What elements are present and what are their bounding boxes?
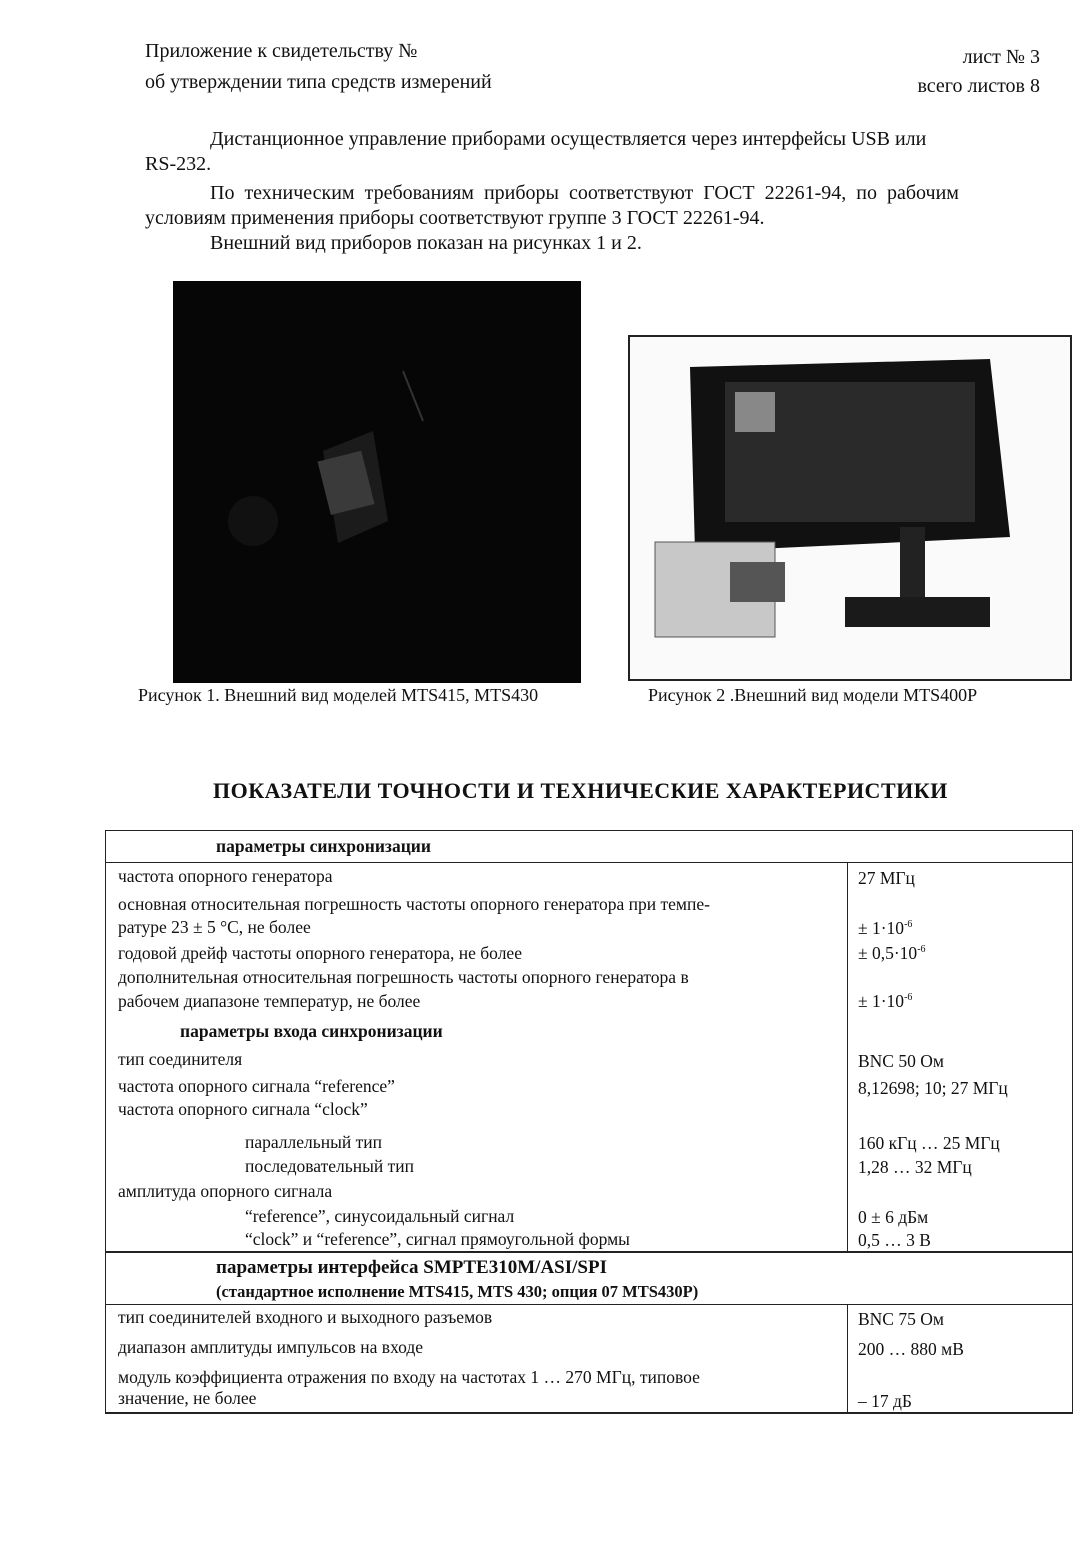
row-value: ± $1\cdot 10^{-6}$	[858, 991, 913, 1011]
row-value: BNC 50 Ом	[858, 1051, 944, 1071]
figure-1-photo	[173, 281, 581, 683]
row-label: параллельный тип	[245, 1132, 382, 1152]
row-label: диапазон амплитуды импульсов на входе	[118, 1337, 424, 1357]
paragraph-1-cont: RS-232.	[145, 153, 212, 175]
row-label-cont: рабочем диапазоне температур, не более	[118, 991, 421, 1011]
row-value: 0 ± 6 дБм	[858, 1207, 929, 1227]
row-label-cont: значение, не более	[118, 1388, 257, 1408]
row-label: частота опорного сигнала “reference”	[118, 1076, 395, 1096]
row-label-cont: ратуре 23 ± 5 °С, не более	[118, 917, 311, 937]
paragraph-2: По техническим требованиям приборы соответствуют ГОСТ 22261-94, по рабочим	[210, 182, 959, 204]
row-label: тип соединителя	[118, 1049, 243, 1069]
figure-1-caption: Рисунок 1. Внешний вид моделей MTS415, MTS430	[138, 685, 539, 705]
paragraph-2-cont: условиям применения приборы соответствуют группе 3 ГОСТ 22261-94.	[145, 207, 765, 229]
sync-input-header: параметры входа синхронизации	[180, 1021, 443, 1041]
row-label: тип соединителей входного и выходного разъемов	[118, 1307, 493, 1327]
row-label: годовой дрейф частоты опорного генератора, не более	[118, 943, 522, 963]
row-value: 0,5 … 3 В	[858, 1230, 931, 1250]
row-label: последовательный тип	[245, 1156, 414, 1176]
row-value: BNC 75 Ом	[858, 1309, 944, 1329]
smpte-subheader: (стандартное исполнение MTS415, MTS 430; опция 07 MTS430P)	[216, 1282, 699, 1301]
row-value: ± $1\cdot 10^{-6}$	[858, 918, 913, 938]
row-value: ± $0,5\cdot 10^{-6}$	[858, 943, 926, 963]
row-label: дополнительная относительная погрешность частоты опорного генератора в	[118, 967, 689, 987]
row-label: амплитуда опорного сигнала	[118, 1181, 333, 1201]
row-value: – 17 дБ	[858, 1391, 912, 1411]
row-label: модуль коэффициента отражения по входу на частотах 1 … 270 МГц, типовое	[118, 1367, 700, 1387]
figure-2-photo	[628, 335, 1072, 681]
header-left-line1: Приложение к свидетельству №	[145, 40, 418, 62]
row-value: 8,12698; 10; 27 МГц	[858, 1078, 1008, 1098]
paragraph-3: Внешний вид приборов показан на рисунках 1 и 2.	[210, 232, 642, 254]
row-label: основная относительная погрешность частоты опорного генератора при темпе-	[118, 894, 710, 914]
section-title: ПОКАЗАТЕЛИ ТОЧНОСТИ И ТЕХНИЧЕСКИЕ ХАРАКТЕРИСТИКИ	[213, 778, 948, 803]
row-label: частота опорного сигнала “clock”	[118, 1099, 368, 1119]
sync-params-header: параметры синхронизации	[216, 836, 431, 856]
row-value: 1,28 … 32 МГц	[858, 1157, 972, 1177]
row-value: 27 МГц	[858, 868, 915, 888]
paragraph-1: Дистанционное управление приборами осуществляется через интерфейсы USB или	[210, 128, 927, 150]
row-value: 200 … 880 мВ	[858, 1339, 964, 1359]
figure-2-caption: Рисунок 2 .Внешний вид модели MTS400P	[648, 685, 978, 705]
total-sheets: всего листов 8	[917, 75, 1040, 97]
row-label: частота опорного генератора	[118, 866, 333, 886]
row-value: 160 кГц … 25 МГц	[858, 1133, 1000, 1153]
sheet-number: лист № 3	[962, 46, 1040, 68]
smpte-header: параметры интерфейса SMPTE310M/ASI/SPI	[216, 1257, 607, 1278]
header-left-line2: об утверждении типа средств измерений	[145, 71, 492, 93]
row-label: “clock” и “reference”, сигнал прямоугольной формы	[245, 1229, 630, 1249]
row-label: “reference”, синусоидальный сигнал	[245, 1206, 515, 1226]
